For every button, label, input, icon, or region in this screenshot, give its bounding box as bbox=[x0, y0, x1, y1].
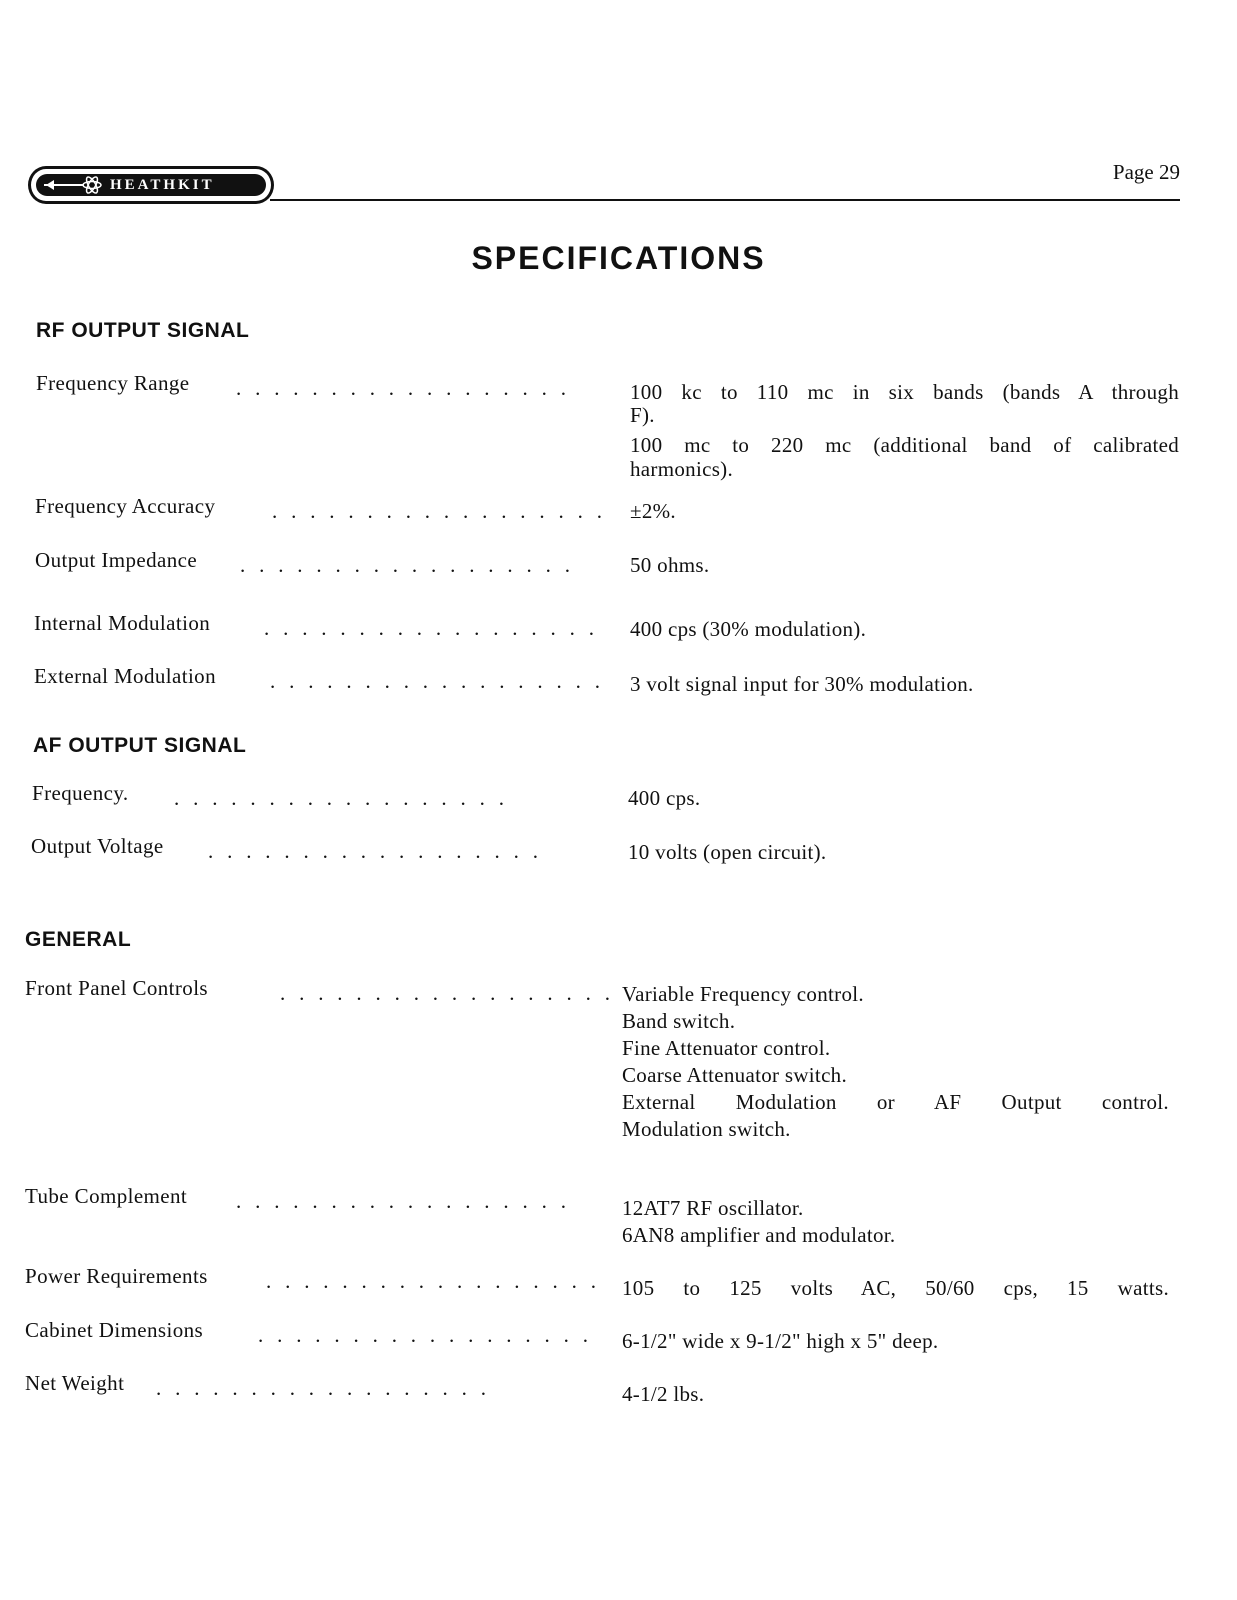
spec-value-frequency-accuracy: ±2%. bbox=[630, 499, 676, 523]
spec-value-frequency-range-line: harmonics). bbox=[630, 457, 734, 481]
spec-value-power-requirements: 105 to 125 volts AC, 50/60 cps, 15 watts. bbox=[622, 1276, 1169, 1300]
leader-dots: . . . . . . . . . . . . . . . . . . bbox=[258, 1323, 593, 1347]
spec-value-front-panel-controls-line: Coarse Attenuator switch. bbox=[622, 1063, 848, 1087]
spec-value-front-panel-controls-line: External Modulation or AF Output control. bbox=[622, 1090, 1169, 1114]
spec-label-front-panel-controls: Front Panel Controls bbox=[25, 976, 209, 1000]
spec-label-frequency: Frequency. bbox=[32, 781, 129, 805]
spec-label-frequency-range: Frequency Range bbox=[36, 371, 190, 395]
page-number: Page 29 bbox=[1112, 160, 1180, 184]
spec-label-output-voltage: Output Voltage bbox=[31, 834, 164, 858]
leader-dots: . . . . . . . . . . . . . . . . . . bbox=[236, 1189, 571, 1213]
atom-arrow-icon bbox=[44, 176, 104, 194]
header-rule bbox=[270, 199, 1180, 201]
spec-value-external-modulation: 3 volt signal input for 30% modulation. bbox=[630, 672, 974, 696]
spec-value-front-panel-controls-line: Fine Attenuator control. bbox=[622, 1036, 831, 1060]
leader-dots: . . . . . . . . . . . . . . . . . . bbox=[236, 376, 571, 400]
section-heading-rf-output: RF OUTPUT SIGNAL bbox=[36, 319, 250, 342]
section-heading-af-output: AF OUTPUT SIGNAL bbox=[33, 734, 247, 757]
spec-label-cabinet-dimensions: Cabinet Dimensions bbox=[25, 1318, 204, 1342]
leader-dots: . . . . . . . . . . . . . . . . . . bbox=[208, 839, 543, 863]
spec-label-tube-complement: Tube Complement bbox=[25, 1184, 188, 1208]
spec-label-power-requirements: Power Requirements bbox=[25, 1264, 208, 1288]
leader-dots: . . . . . . . . . . . . . . . . . . bbox=[280, 981, 615, 1005]
page-title: SPECIFICATIONS bbox=[471, 240, 766, 276]
spec-label-frequency-accuracy: Frequency Accuracy bbox=[35, 494, 216, 518]
leader-dots: . . . . . . . . . . . . . . . . . . bbox=[264, 616, 599, 640]
spec-value-frequency: 400 cps. bbox=[628, 786, 701, 810]
spec-value-tube-complement-line: 6AN8 amplifier and modulator. bbox=[622, 1223, 896, 1247]
leader-dots: . . . . . . . . . . . . . . . . . . bbox=[266, 1269, 601, 1293]
leader-dots: . . . . . . . . . . . . . . . . . . bbox=[272, 499, 607, 523]
spec-label-internal-modulation: Internal Modulation bbox=[34, 611, 211, 635]
spec-value-net-weight: 4-1/2 lbs. bbox=[622, 1382, 705, 1406]
spec-value-internal-modulation: 400 cps (30% modulation). bbox=[630, 617, 867, 641]
leader-dots: . . . . . . . . . . . . . . . . . . bbox=[174, 786, 509, 810]
section-heading-general: GENERAL bbox=[25, 928, 132, 951]
spec-label-output-impedance: Output Impedance bbox=[35, 548, 198, 572]
spec-label-net-weight: Net Weight bbox=[25, 1371, 125, 1395]
spec-value-tube-complement-line: 12AT7 RF oscillator. bbox=[622, 1196, 804, 1220]
spec-value-output-voltage: 10 volts (open circuit). bbox=[628, 840, 827, 864]
spec-value-front-panel-controls-line: Modulation switch. bbox=[622, 1117, 791, 1141]
spec-value-output-impedance: 50 ohms. bbox=[630, 553, 710, 577]
spec-value-frequency-range-line: 100 mc to 220 mc (additional band of calibrated bbox=[630, 433, 1179, 457]
leader-dots: . . . . . . . . . . . . . . . . . . bbox=[240, 553, 575, 577]
spec-value-frequency-range-line: F). bbox=[630, 403, 655, 427]
logo-text: HEATHKIT bbox=[110, 176, 215, 193]
spec-value-front-panel-controls-line: Band switch. bbox=[622, 1009, 736, 1033]
spec-value-front-panel-controls-line: Variable Frequency control. bbox=[622, 982, 864, 1006]
leader-dots: . . . . . . . . . . . . . . . . . . bbox=[156, 1376, 491, 1400]
spec-value-frequency-range-line: 100 kc to 110 mc in six bands (bands A through bbox=[630, 380, 1179, 404]
spec-value-cabinet-dimensions: 6-1/2" wide x 9-1/2" high x 5" deep. bbox=[622, 1329, 939, 1353]
spec-label-external-modulation: External Modulation bbox=[34, 664, 216, 688]
leader-dots: . . . . . . . . . . . . . . . . . . bbox=[270, 669, 605, 693]
heathkit-logo bbox=[28, 166, 274, 204]
